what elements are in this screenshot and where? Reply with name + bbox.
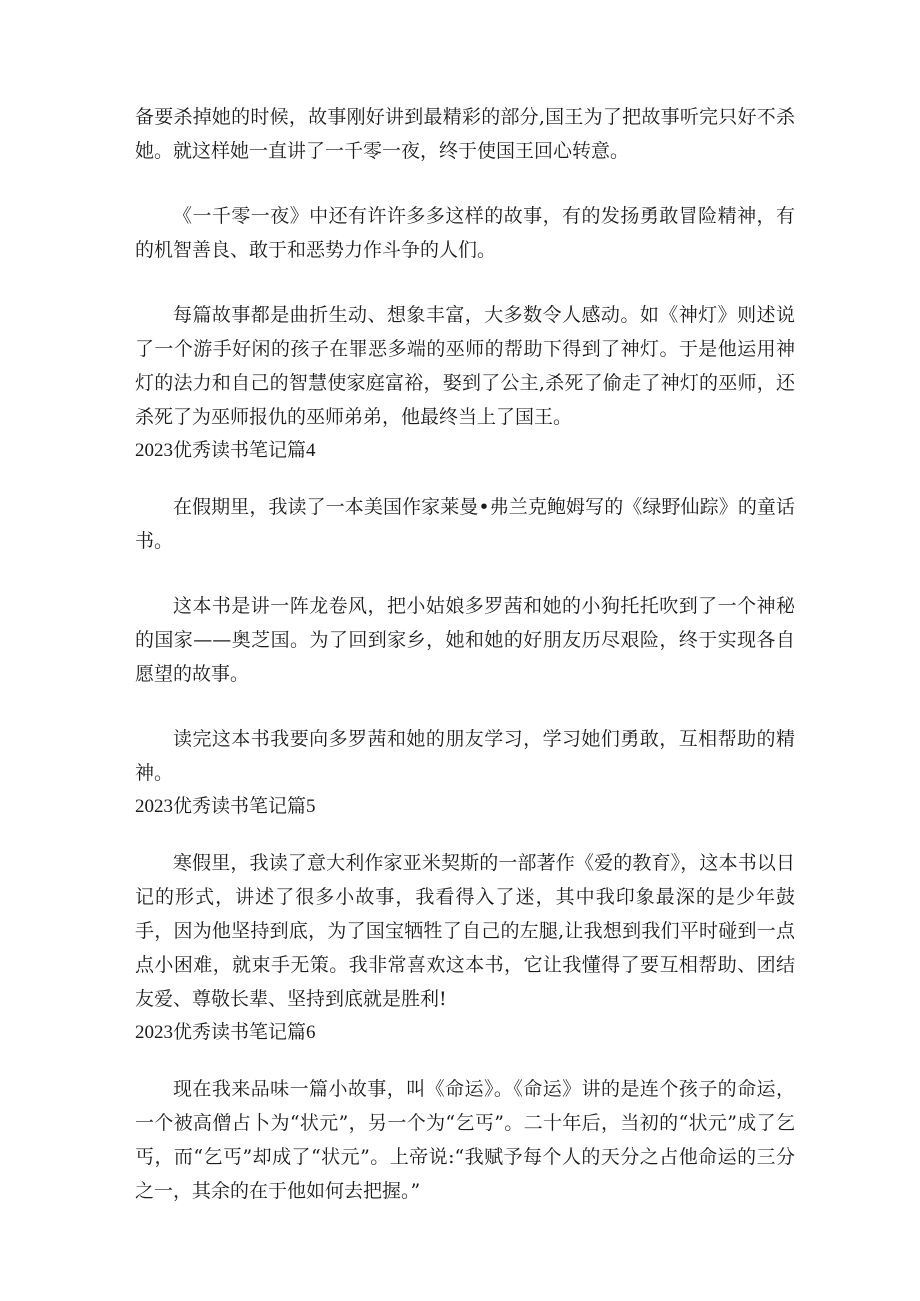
paragraph-magic-lamp: 每篇故事都是曲折生动、想象丰富，大多数令人感动。如《神灯》则述说了一个游手好闲的孩子在罪恶多端的巫师的帮助下得到了神灯。于是他运用神灯的法力和自己的智慧使家庭富裕，娶到了公主,杀死了偷走了神灯的巫师，还杀死了为巫师报仇的巫师弟弟，他最终当上了国王。 <box>135 304 795 428</box>
paragraph-many-stories: 《一千零一夜》中还有许许多多这样的故事，有的发扬勇敢冒险精神，有的机智善良、敢于和恶势力作斗争的人们。 <box>135 205 795 261</box>
paragraph-story-ending: 备要杀掉她的时候，故事刚好讲到最精彩的部分,国王为了把故事听完只好不杀她。就这样她一直讲了一千零一夜，终于使国王回心转意。 <box>135 106 795 162</box>
section-heading-4: 2023优秀读书笔记篇4 <box>135 440 316 461</box>
section-heading-5: 2023优秀读书笔记篇5 <box>135 796 316 817</box>
paragraph-heart-education: 寒假里，我读了意大利作家亚米契斯的一部著作《爱的教育》，这本书以日记的形式，讲述了很多小故事，我看得入了迷，其中我印象最深的是少年鼓手，因为他坚持到底，为了国宝牺牲了自己的左腿,让我想到我们平时碰到一点点小困难，就束手无策。我非常喜欢这本书，它让我懂得了要互相帮助、团结友爱、尊敬长辈、坚持到底就是胜利! <box>135 852 795 1010</box>
paragraph-wizard-of-oz-plot: 这本书是讲一阵龙卷风，把小姑娘多罗茜和她的小狗托托吹到了一个神秘的国家——奥芝国。为了回到家乡，她和她的好朋友历尽艰险，终于实现各自愿望的故事。 <box>135 595 795 685</box>
paragraph-wizard-of-oz-intro: 在假期里，我读了一本美国作家莱曼•弗兰克鲍姆写的《绿野仙踪》的童话书。 <box>135 496 795 552</box>
document-page <box>135 100 795 1208</box>
section-heading-6: 2023优秀读书笔记篇6 <box>135 1022 316 1043</box>
paragraph-destiny-story: 现在我来品味一篇小故事，叫《命运》。《命运》讲的是连个孩子的命运，一个被高僧占卜为“状元”，另一个为“乞丐”。二十年后，当初的“状元”成了乞丐，而“乞丐”却成了“状元”。上帝说:“我赋予每个人的天分之占他命运的三分之一，其余的在于他如何去把握。” <box>135 1078 795 1202</box>
paragraph-wizard-of-oz-lesson: 读完这本书我要向多罗茜和她的朋友学习，学习她们勇敢，互相帮助的精神。 <box>135 728 795 784</box>
